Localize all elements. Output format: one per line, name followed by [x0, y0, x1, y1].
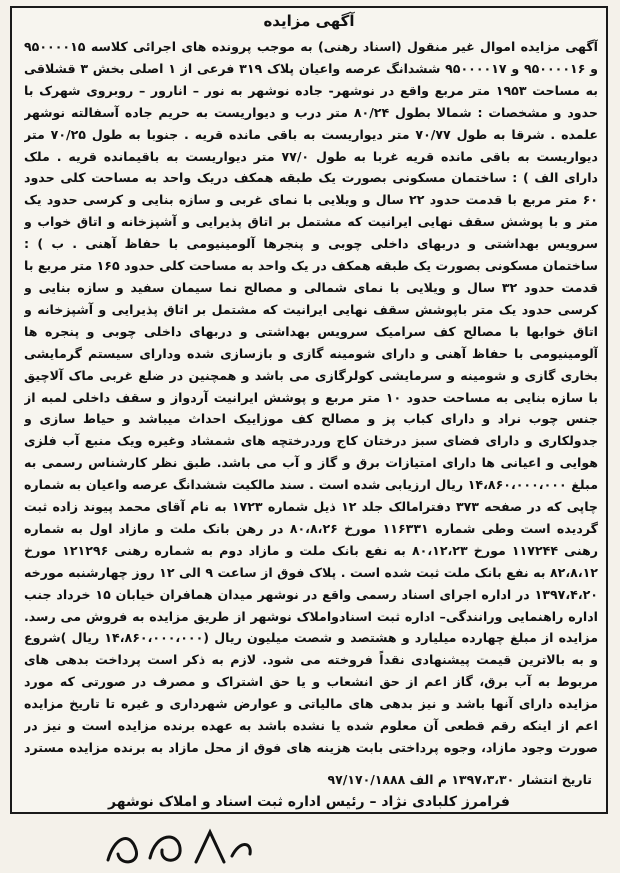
- notice-body: آگهی مزایده اموال غیر منقول (اسناد رهنی) به موجب پرونده های اجرائی کلاسه ۹۵۰۰۰۰۱۵ و ۹۵۰۰۰۰۱۶ و ۹۵۰۰۰۰۱۷ ششدانگ عرصه واعیان پلاک ۳۱۹ فرعی از ۱ اصلی بخش ۳ قشلاقی به مساحت ۱۹۵۳ متر مربع واقع در نوشهر- جاده نوشهر به نور – انارور – روبروی شهرک با حدود و مشخصات : شمالا بطول ۸۰/۲۴ متر درب و دیواریست به حریم جاده آسفالته نوشهر علمده . شرقا به طول ۷۰/۷۷ متر دیواریست به باقی مانده قریه . جنوبا به طول ۷۰/۲۵ متر دیواریست به باقی مانده قریه غربا به طول ۷۷/۰ متر دیواریست به باقیمانده قریه . ملک دارای الف ) : ساختمان مسکونی بصورت یک طبقه همکف دریک واحد به مساحت کلی حدود ۶۰ متر مربع با قدمت حدود ۲۲ سال و ویلایی با نمای غربی و سازه بنایی و کرسی حدود یک متر و با پوشش سقف نهایی ایرانیت که مشتمل بر اتاق پذیرایی و آشپزخانه و اتاق خواب و سرویس بهداشتی و دربهای داخلی چوبی و پنجرها آلومینیومی با حفاظ آهنی . ب ) : ساختمان مسکونی بصورت یک طبقه همکف در یک واحد به مساحت کلی حدود ۱۶۵ متر مربع با قدمت حدود ۳۲ سال و ویلایی با نمای شمالی و مصالح نما سیمان سفید و سازه بنایی و کرسی حدود یک متر باپوشش سقف نهایی ایرانیت که مشتمل بر اتاق پذیرایی و آشپزخانه و اتاق خوابها با مصالح کف سرامیک سرویس بهداشتی و دربهای داخلی چوبی و پنجره ها آلومینیومی با حفاظ آهنی و دارای شومینه گازی و بازسازی شده ودارای سیستم گرمایشی بخاری گازی و شومینه و سرمایشی کولرگازی می باشد و همچنین در ضلع غربی ماک آلاچیق با سازه بنایی به مساحت حدود ۱۰ متر مربع و پوشش ایرانیت آردواز و سقف داخلی لمبه از جنس چوب نراد و دارای کباب پز و مصالح کف موزاییک احداث میباشد و حیاط سازی و جدولکاری و دارای فضای سبز درختان کاج وردرختچه های شمشاد وغیره ویک منبع آب فلزی هوایی و اعیانی ها دارای امتیازات برق و گاز و آب می باشد. طبق نظر کارشناس رسمی به مبلغ ۱۴،۸۶۰،۰۰۰،۰۰۰ ریال ارزیابی شده است . سند مالکیت ششدانگ عرصه واعیان به شماره چاپی که در صفحه ۳۷۳ دفترامالک جلد ۱۲ ذیل شماره ۱۷۲۳ به نام آقای محمد پیوند زاده ثبت گردیده است وطی شماره ۱۱۶۳۳۱ مورخ ۸۰،۸،۲۶ در رهن بانک ملت و مازاد اول به شماره رهنی ۱۱۷۲۴۴ مورخ ۸۰،۱۲،۲۳ به نفع بانک ملت و مازاد دوم به شماره رهنی ۱۲۱۲۹۶ مورخ ۸۲،۸،۱۲ به نفع بانک ملت ثبت شده است . پلاک فوق از ساعت ۹ الی ۱۲ روز چهارشنبه مورخه ۱۳۹۷،۴،۲۰ در اداره اجرای اسناد رسمی واقع در نوشهر میدان همافران خیابان ۱۵ خرداد جنب اداره راهنمایی ورانندگی– اداره ثبت اسنادواملاک نوشهر از طریق مزایده به فروش می رسد. مزایده از مبلغ چهارده میلیارد و هشتصد و شصت میلیون ریال (۱۴،۸۶۰،۰۰۰،۰۰۰ ریال )شروع و به بالاترین قیمت پیشنهادی نقداً فروخته می شود. لازم به ذکر است پرداخت بدهی های مربوط به آب برق، گاز اعم از حق انشعاب و یا حق اشتراک و مصرف در صورتی که مورد مزایده دارای آنها باشد و نیز بدهی های مالیاتی و عوارض شهرداری و غیره تا تاریخ مزایده اعم از اینکه رقم قطعی آن معلوم شده یا نشده باشد به عهده برنده مزایده است و نیز در صورت وجود مازاد، وجوه پرداختی بابت هزینه های فوق از محل مازاد به برنده مزایده مسترد: [24, 39, 598, 755]
- notice-title: آگهی مزایده: [263, 12, 355, 30]
- handwritten-mark: [100, 820, 260, 870]
- publication-date-line: تاریخ انتشار ۱۳۹۷،۳،۳۰ م الف ۹۷/۱۷۰/۱۸۸۸: [327, 772, 592, 787]
- handwritten-scribble-icon: [100, 820, 260, 870]
- notice-frame: [10, 6, 608, 814]
- signatory-line: فرامرز کلبادی نژاد – رئیس اداره ثبت اسناد و املاک نوشهر: [108, 794, 510, 810]
